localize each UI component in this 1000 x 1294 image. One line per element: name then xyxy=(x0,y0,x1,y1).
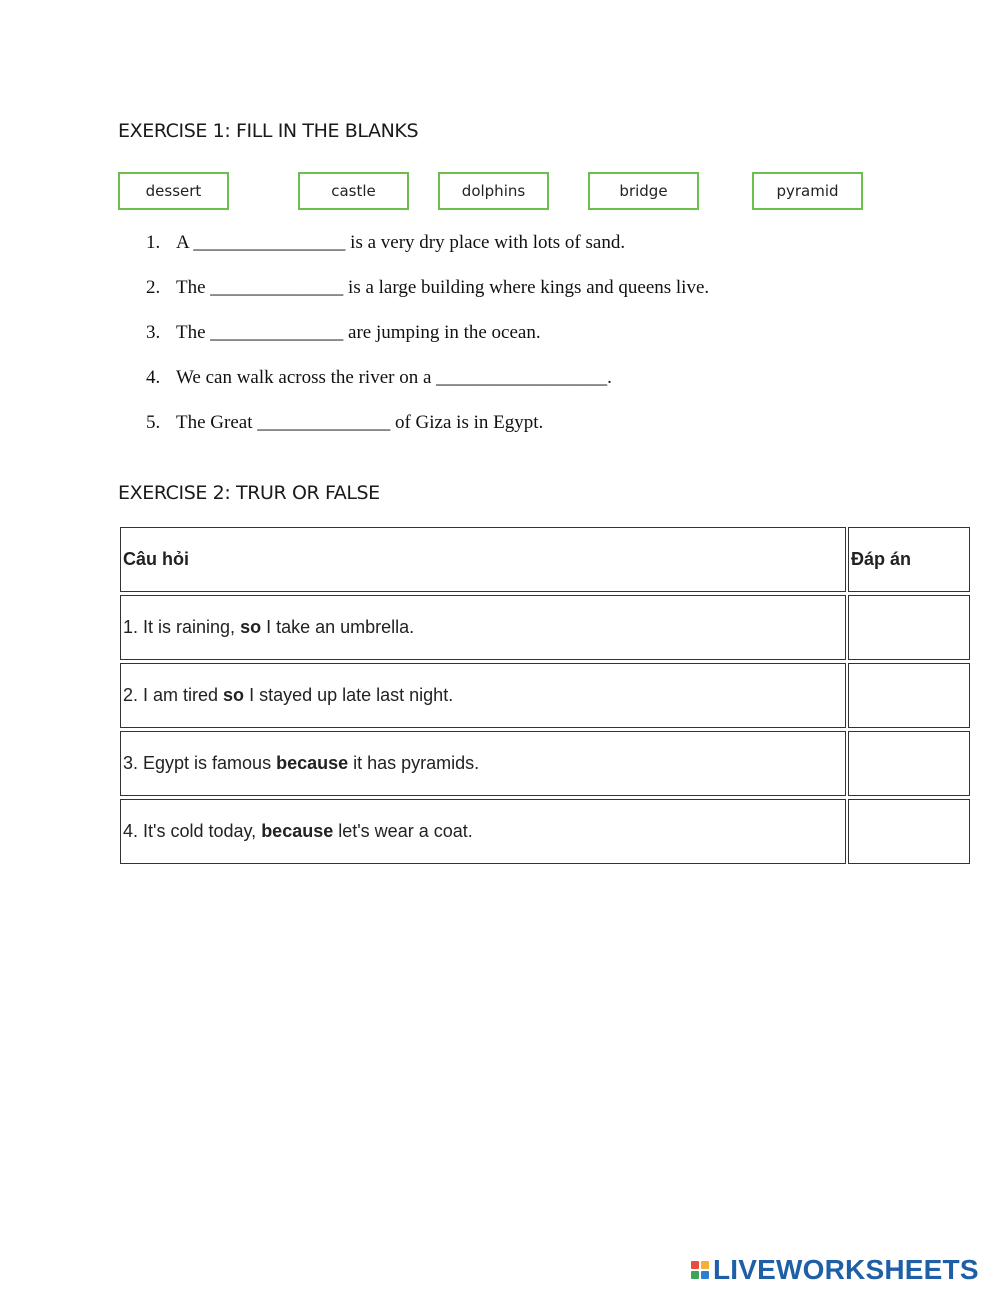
word-box-pyramid[interactable]: pyramid xyxy=(752,172,863,210)
answer-input-cell[interactable] xyxy=(848,595,970,660)
question-keyword: because xyxy=(261,821,334,841)
question-text-end: I stayed up late last night. xyxy=(244,685,454,705)
table-header-row xyxy=(120,527,970,592)
sentence-number: 1. xyxy=(146,232,161,253)
question-header: Câu hỏi xyxy=(120,527,846,592)
sentence-text: A ________________ is a very dry place with lots of sand. xyxy=(176,232,626,253)
table-row xyxy=(120,663,970,728)
sentence-number: 4. xyxy=(146,367,161,388)
logo-square-icon xyxy=(701,1261,709,1269)
question-text-start: 4. It's cold today, xyxy=(123,821,262,841)
answer-input-cell[interactable] xyxy=(848,731,970,796)
logo-square-icon xyxy=(691,1261,699,1269)
word-box-dolphins[interactable]: dolphins xyxy=(438,172,549,210)
sentence-text: The Great ______________ of Giza is in Egypt. xyxy=(176,412,544,433)
exercise-2-title: EXERCISE 2: TRUR OR FALSE xyxy=(118,482,380,504)
sentence-number: 2. xyxy=(146,277,161,298)
question-text-start: 1. It is raining, xyxy=(123,617,241,637)
sentence-text: The ______________ are jumping in the ocean. xyxy=(176,322,541,343)
word-box-castle[interactable]: castle xyxy=(298,172,409,210)
sentence-item xyxy=(146,319,709,364)
true-false-table xyxy=(120,524,970,867)
question-text-start: 3. Egypt is famous xyxy=(123,753,277,773)
question-text-end: let's wear a coat. xyxy=(333,821,473,841)
answer-input-cell[interactable] xyxy=(848,663,970,728)
exercise-1-title: EXERCISE 1: FILL IN THE BLANKS xyxy=(118,120,419,142)
question-keyword: because xyxy=(276,753,349,773)
sentence-number: 5. xyxy=(146,412,161,433)
logo-square-icon xyxy=(691,1271,699,1279)
sentence-text: The ______________ is a large building where kings and queens live. xyxy=(176,277,710,298)
sentence-item xyxy=(146,409,709,454)
liveworksheets-logo-icon xyxy=(691,1261,709,1279)
question-keyword: so xyxy=(223,685,245,705)
question-cell xyxy=(120,595,846,660)
fill-in-sentence-list xyxy=(146,229,709,454)
sentence-item xyxy=(146,274,709,319)
sentence-text: We can walk across the river on a __________________. xyxy=(176,367,612,388)
question-text-end: it has pyramids. xyxy=(348,753,480,773)
answer-header: Đáp án xyxy=(848,527,970,592)
answer-input-cell[interactable] xyxy=(848,799,970,864)
question-cell xyxy=(120,799,846,864)
logo-square-icon xyxy=(701,1271,709,1279)
table-row xyxy=(120,731,970,796)
liveworksheets-logo xyxy=(691,1254,979,1286)
logo-text: LIVEWORKSHEETS xyxy=(713,1254,979,1285)
word-box-dessert[interactable]: dessert xyxy=(118,172,229,210)
sentence-number: 3. xyxy=(146,322,161,343)
question-text-start: 2. I am tired xyxy=(123,685,224,705)
question-cell xyxy=(120,731,846,796)
sentence-item xyxy=(146,364,709,409)
question-cell xyxy=(120,663,846,728)
sentence-item xyxy=(146,229,709,274)
table-row xyxy=(120,799,970,864)
table-row xyxy=(120,595,970,660)
question-text-end: I take an umbrella. xyxy=(261,617,415,637)
question-keyword: so xyxy=(240,617,262,637)
word-box-bridge[interactable]: bridge xyxy=(588,172,699,210)
